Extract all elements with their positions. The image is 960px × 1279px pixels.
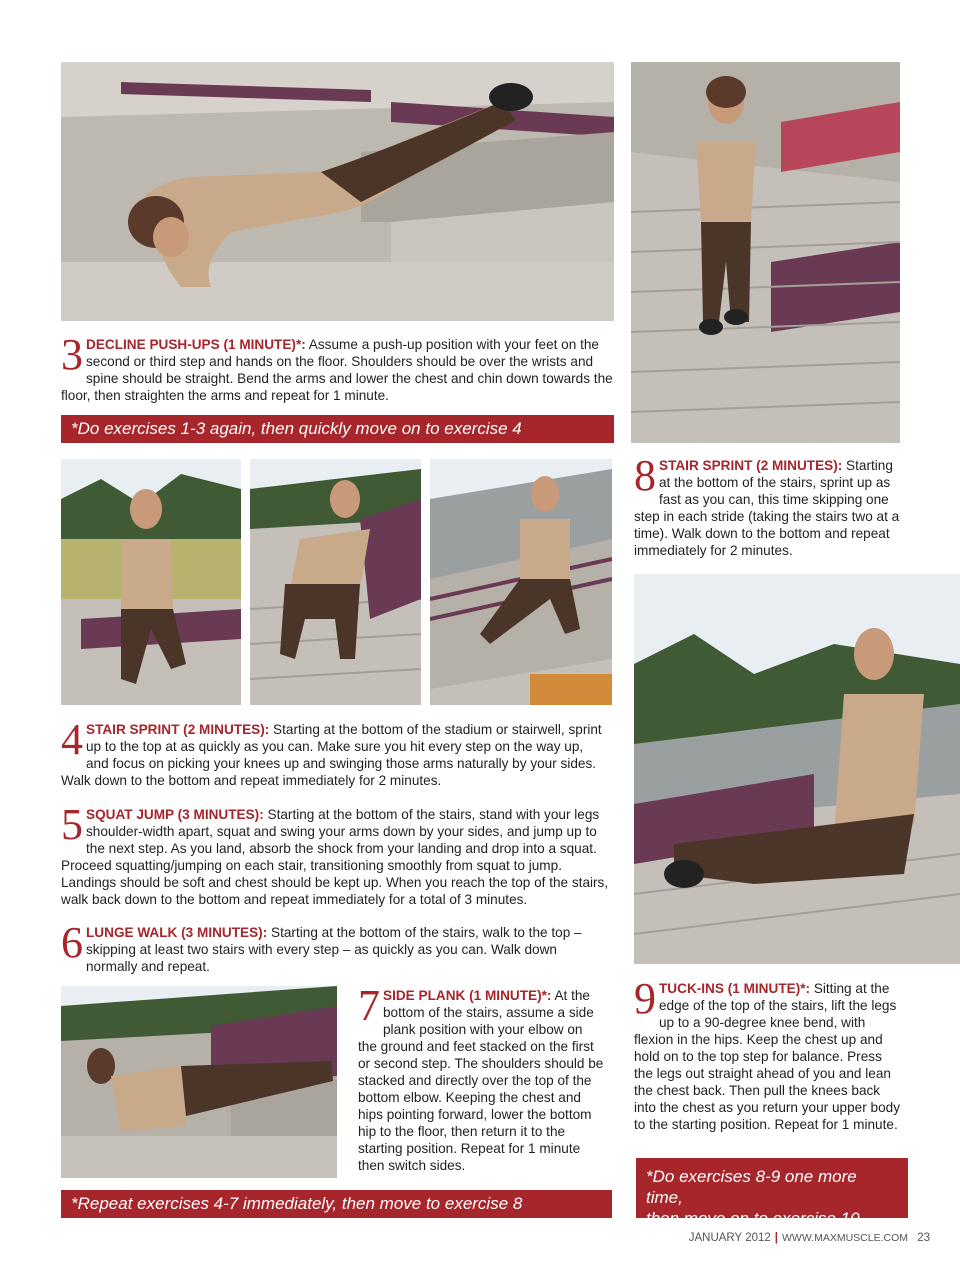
exercise-4-title: STAIR SPRINT (2 MINUTES):: [86, 722, 270, 737]
exercise-4-body: Starting at the bottom of the stadium or stairwell, sprint up to the top at as quickly as you can. Make sure you hit every step on the way up, and focus on picking your knees up and swinging those arms naturally by your sides. Walk down to the bottom and repeat immediately for 2 minutes.: [61, 722, 602, 788]
photo-stair-sprint-2: [250, 459, 421, 705]
footer-issue: JANUARY 2012: [688, 1232, 771, 1244]
page-footer: [689, 1232, 930, 1244]
exercise-6-title: LUNGE WALK (3 MINUTES):: [86, 925, 268, 940]
banner-repeat-1-3: [61, 415, 614, 443]
banner-repeat-4-7-text: *Repeat exercises 4-7 immediately, then move to exercise 8: [71, 1194, 523, 1213]
exercise-5-number: 5: [61, 800, 83, 849]
exercise-6-number: 6: [61, 918, 83, 967]
page-number: 23: [917, 1232, 930, 1244]
exercise-8-title: STAIR SPRINT (2 MINUTES):: [659, 458, 843, 473]
exercise-3-number: 3: [61, 330, 83, 379]
exercise-6-body: Starting at the bottom of the stairs, walk to the top – skipping at least two stairs with every step – as quickly as you can. Walk down normally and repeat.: [86, 925, 582, 974]
exercise-5: [61, 800, 616, 908]
banner-repeat-8-9: [636, 1158, 908, 1228]
photo-stair-sprint-top: [631, 62, 900, 443]
photo-stair-sprint-3: [430, 459, 612, 705]
exercise-7-body: At the bottom of the stairs, assume a side plank position with your elbow on the ground and feet stacked on the first or second step. The shoulders should be stacked and directly over the top of the bottom elbow. Keeping the chest and hips pointing forward, lower the bottom hip to the floor, then return it to the starting position. Repeat for 1 minute then switch sides.: [358, 988, 604, 1173]
exercise-3-body: Assume a push-up position with your feet on the second or third step and hands on the floor. Shoulders should be over the wrists and spine should be straight. Bend the arms and lower the chest and chin down towards the floor, then straighten the arms and repeat for 1 minute.: [61, 337, 613, 403]
exercise-8-body: Starting at the bottom of the stairs, sprint up as fast as you can, this time skipping one step in each stride (taking the stairs two at a time). Walk down to the bottom and repeat immediately for 2 minutes.: [634, 458, 900, 558]
exercise-9-body: Sitting at the edge of the top of the stairs, lift the legs up to a 90-degree knee bend, with flexion in the hips. Keep the chest up and hold on to the top step for balance. Press the legs out straight ahead of you and lean the chest back. Then pull the knees back into the chest as you return your upper body to the starting position. Repeat for 1 minute.: [634, 981, 900, 1132]
exercise-7-number: 7: [358, 981, 380, 1030]
exercise-3-title: DECLINE PUSH-UPS (1 MINUTE)*:: [86, 337, 306, 352]
exercise-7: [358, 981, 604, 1174]
banner-repeat-8-9-line2: then move on to exercise 10: [646, 1209, 860, 1228]
exercise-8: [634, 451, 902, 559]
exercise-7-title: SIDE PLANK (1 MINUTE)*:: [383, 988, 552, 1003]
exercise-3: [61, 330, 616, 404]
photo-side-plank: [61, 986, 337, 1178]
photo-stair-sprint-1: [61, 459, 241, 705]
exercise-5-title: SQUAT JUMP (3 MINUTES):: [86, 807, 264, 822]
exercise-6: [61, 918, 606, 975]
exercise-4-number: 4: [61, 715, 83, 764]
exercise-9: [634, 974, 904, 1133]
exercise-9-title: TUCK-INS (1 MINUTE)*:: [659, 981, 811, 996]
footer-separator: |: [774, 1232, 778, 1244]
exercise-8-number: 8: [634, 451, 656, 500]
footer-site: WWW.MAXMUSCLE.COM: [782, 1232, 908, 1244]
exercise-9-number: 9: [634, 974, 656, 1023]
photo-decline-pushup: [61, 62, 614, 321]
banner-repeat-1-3-text: *Do exercises 1-3 again, then quickly move on to exercise 4: [71, 419, 522, 438]
photo-tuck-ins: [634, 574, 960, 964]
exercise-5-body: Starting at the bottom of the stairs, stand with your legs shoulder-width apart, squat and swing your arms down by your sides, and jump up to the next step. As you land, absorb the shock from your landing and drop into a squat. Proceed squatting/jumping on each stair, transitioning smoothly from squat to jump. Landings should be soft and chest should be kept up. When you reach the top of the stairs, walk back down to the bottom and repeat immediately for a total of 3 minutes.: [61, 807, 609, 907]
exercise-4: [61, 715, 606, 789]
banner-repeat-8-9-line1: *Do exercises 8-9 one more time,: [646, 1167, 857, 1207]
banner-repeat-4-7: [61, 1190, 612, 1218]
